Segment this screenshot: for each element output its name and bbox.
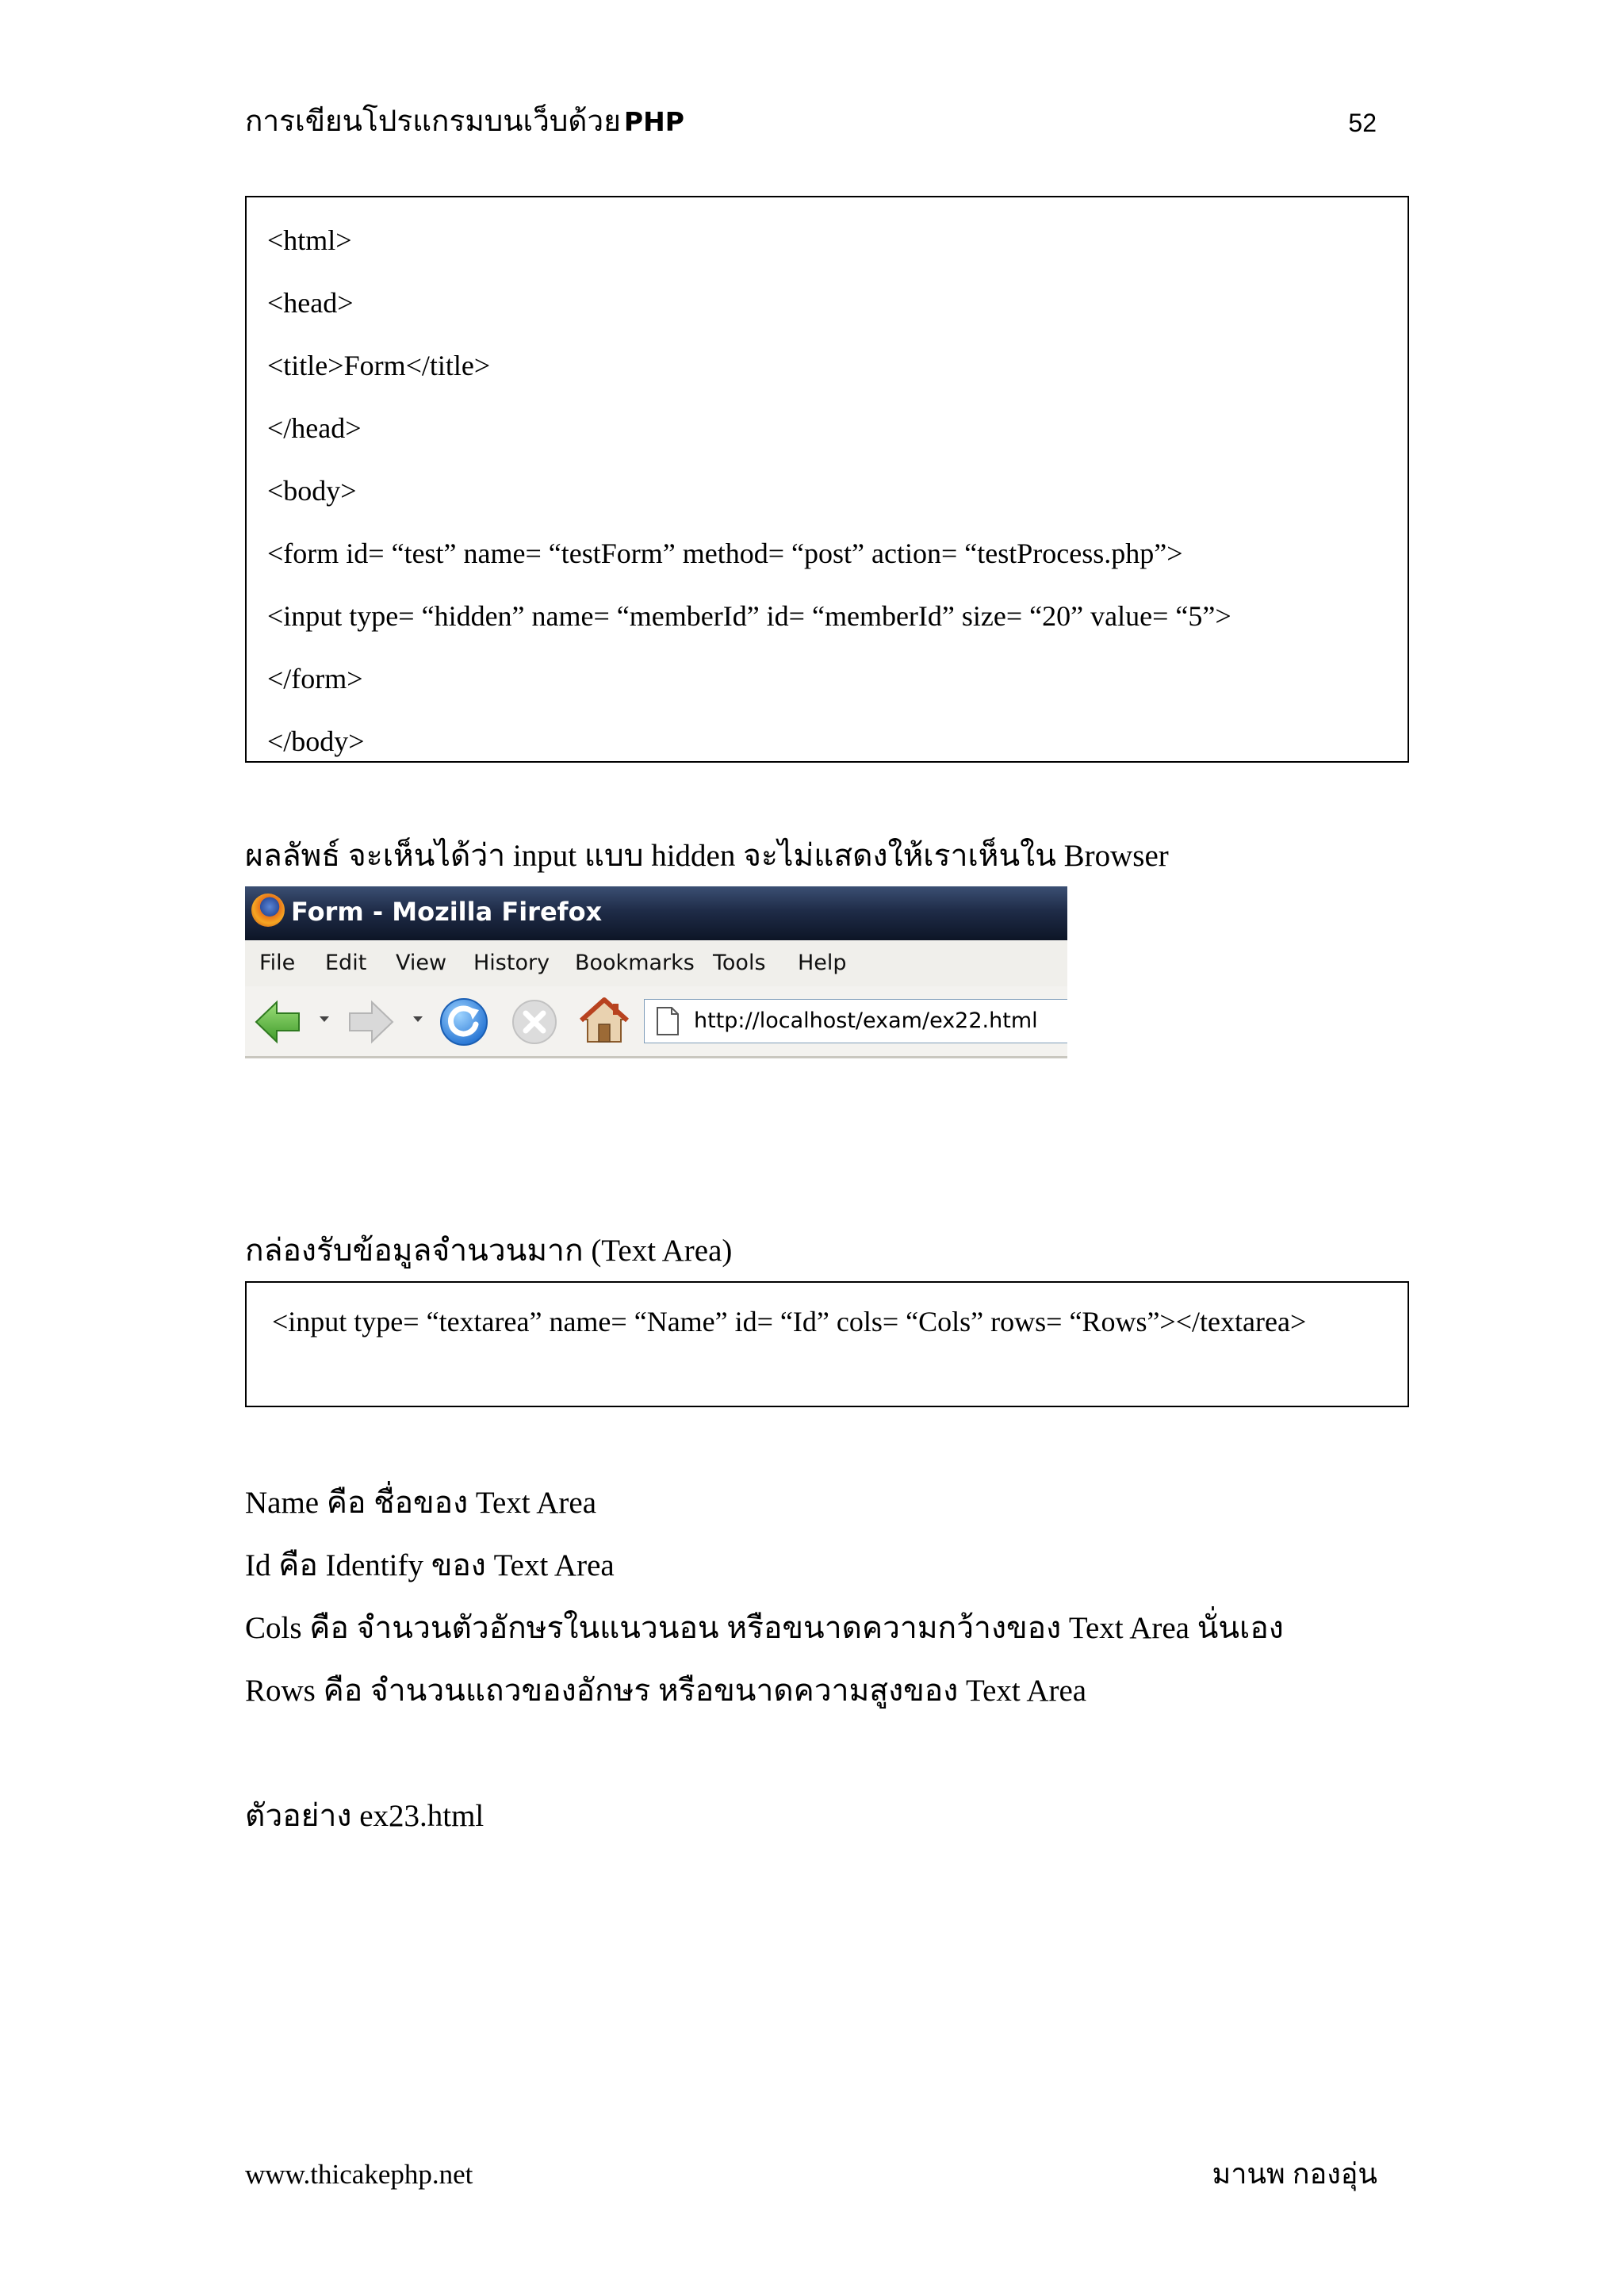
browser-navigation-toolbar: [245, 986, 1067, 1058]
code-line: </form>: [267, 663, 363, 695]
firefox-screenshot: [245, 886, 1067, 1062]
stop-icon[interactable]: [510, 997, 559, 1047]
code-line: <form id= “test” name= “testForm” method= “post” action= “testProcess.php”>: [267, 538, 1183, 569]
home-icon[interactable]: [578, 994, 630, 1047]
code-line: <title>Form</title>: [267, 350, 491, 381]
code-block-form-hidden: [245, 196, 1409, 763]
footer-author: มานพ กองอุ่น: [1212, 2158, 1377, 2190]
reload-icon[interactable]: [438, 996, 490, 1048]
code-line: <head>: [267, 287, 354, 319]
code-line: <input type= “hidden” name= “memberId” id= “memberId” size= “20” value= “5”>: [267, 600, 1231, 632]
page-header-title: [245, 105, 684, 140]
menu-file[interactable]: File: [259, 951, 296, 975]
menu-help[interactable]: Help: [798, 951, 847, 975]
definition-rows: Rows คือ จำนวนแถวของอักษร หรือขนาดความสูงของ Text Area: [245, 1674, 1087, 1708]
result-description: ผลลัพธ์ จะเห็นได้ว่า input แบบ hidden จะไม่แสดงให้เราเห็นใน Browser: [245, 839, 1169, 873]
textarea-section-heading: กล่องรับข้อมูลจำนวนมาก (Text Area): [245, 1234, 733, 1268]
forward-arrow-icon[interactable]: [347, 997, 396, 1047]
back-dropdown-icon[interactable]: [320, 1016, 329, 1022]
browser-menubar: [245, 940, 1067, 987]
code-line: <input type= “textarea” name= “Name” id= “Id” cols= “Cols” rows= “Rows”></textarea>: [272, 1306, 1307, 1337]
firefox-logo-icon: [251, 894, 285, 927]
header-title-thai: การเขียนโปรแกรมบนเว็บด้วย: [245, 105, 621, 138]
menu-history[interactable]: History: [473, 951, 550, 975]
header-title-php: PHP: [623, 106, 684, 137]
code-line: <body>: [267, 475, 357, 507]
address-bar[interactable]: [644, 999, 1067, 1043]
browser-titlebar: [245, 886, 1067, 940]
forward-dropdown-icon[interactable]: [413, 1016, 423, 1022]
definition-id: Id คือ Identify ของ Text Area: [245, 1548, 615, 1582]
menu-tools[interactable]: Tools: [713, 951, 766, 975]
code-block-textarea: [245, 1281, 1409, 1407]
definition-name: Name คือ ชื่อของ Text Area: [245, 1486, 597, 1520]
definition-cols: Cols คือ จำนวนตัวอักษรในแนวนอน หรือขนาดความกว้างของ Text Area นั่นเอง: [245, 1611, 1284, 1645]
browser-window-title: Form - Mozilla Firefox: [291, 897, 603, 927]
example-label: ตัวอย่าง ex23.html: [245, 1799, 485, 1833]
address-url: http://localhost/exam/ex22.html: [694, 1008, 1038, 1033]
footer-website: www.thicakephp.net: [245, 2159, 473, 2190]
page-icon: [656, 1007, 680, 1035]
code-line: </body>: [267, 725, 365, 757]
menu-bookmarks[interactable]: Bookmarks: [575, 951, 695, 975]
back-arrow-icon[interactable]: [253, 997, 302, 1047]
menu-edit[interactable]: Edit: [325, 951, 367, 975]
page-number: 52: [1348, 109, 1377, 137]
code-line: <html>: [267, 224, 352, 256]
menu-view[interactable]: View: [396, 951, 447, 975]
code-line: </head>: [267, 412, 362, 444]
